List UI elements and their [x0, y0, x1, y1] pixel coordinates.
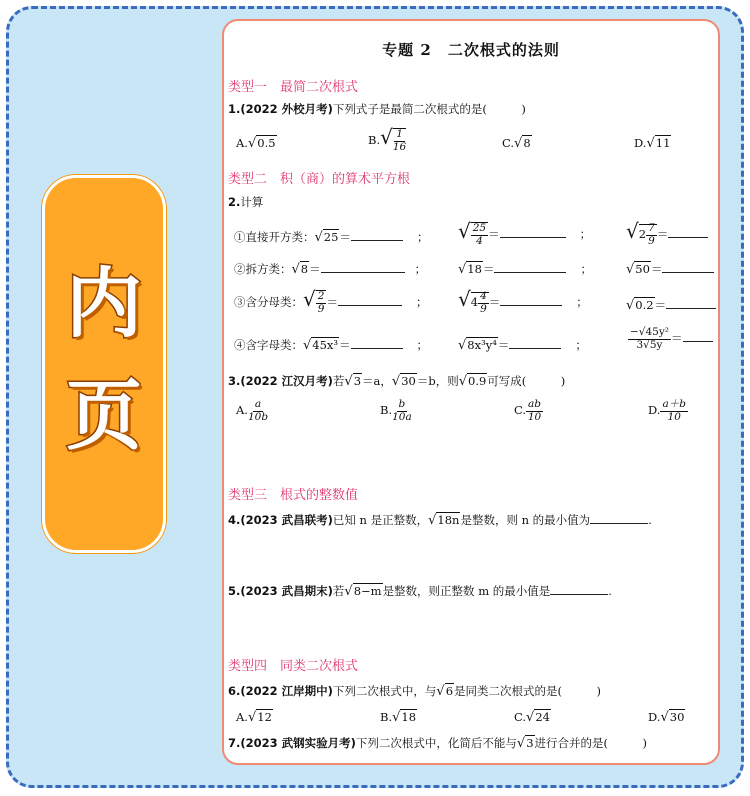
- question-text: 下列式子是最简二次根式的是( ): [332, 102, 526, 116]
- q1-option-a: A.√0.5: [236, 136, 276, 151]
- q3-option-b: B. $\frac{b}{10a}$: [380, 398, 412, 423]
- question-number: 1.: [228, 102, 241, 116]
- question-2: 2.计算: [228, 195, 264, 209]
- section-heading-3: 类型三 根式的整数值: [228, 488, 359, 503]
- question-5: 5.(2023 武昌期末)若√8−m是整数，则正整数 m 的最小值是 .: [228, 584, 612, 599]
- question-7: 7.(2023 武钢实验月考)下列二次根式中，化简后不能与√3进行合并的是( ): [228, 736, 648, 751]
- q2-row-2-a: ②拆方类：√8＝ ；: [234, 262, 427, 277]
- q1-option-b: B.√ $\frac{1}{16}$: [368, 125, 407, 153]
- q2-row-1-b: √ $\frac{25}{4}$ ＝ ；: [458, 219, 592, 247]
- question-3: 3.(2022 江汉月考)若√3＝a，√30＝b，则√0.9可写成( ): [228, 374, 566, 389]
- worksheet-page: [222, 19, 720, 765]
- q2-row-3-c: √0.2＝: [626, 297, 716, 313]
- q2-row-2-b: √18＝ ；: [458, 262, 592, 277]
- q2-row-4-c: $\frac{\text{−√45y²}}{3√5y}$ ＝: [628, 327, 713, 351]
- q2-row-4-b: √8x³y⁴＝ ；: [458, 338, 587, 353]
- q2-row-4-a: ④含字母类：√45x³＝ ；: [234, 338, 429, 353]
- q6-option-d: D.√30: [648, 710, 685, 725]
- side-tag-char-1: 内: [66, 259, 142, 348]
- q2-row-1-c: √2 $\frac{7}{9}$ ＝: [626, 219, 708, 247]
- q6-option-c: C.√24: [514, 710, 550, 725]
- q3-option-a: A. $\frac{a}{10b}$: [236, 398, 269, 423]
- q3-option-c: C. $\frac{ab}{10}$: [514, 398, 542, 423]
- q6-option-b: B.√18: [380, 710, 417, 725]
- section-heading-1: 类型一 最简二次根式: [228, 80, 359, 95]
- q2-row-3-a: ③含分母类：√ $\frac{2}{9}$ ＝ ；: [234, 287, 428, 315]
- q1-option-d: D.√11: [634, 136, 671, 151]
- q2-row-2-c: √50＝: [626, 261, 714, 277]
- section-heading-4: 类型四 同类二次根式: [228, 659, 359, 674]
- q1-option-c: C.√8: [502, 136, 531, 151]
- section-heading-2: 类型二 积（商）的算术平方根: [228, 172, 411, 187]
- q6-option-a: A.√12: [236, 710, 272, 725]
- side-tag-char-2: 页: [66, 371, 142, 460]
- q2-row-1-a: ①直接开方类：√25＝ ；: [234, 230, 429, 245]
- question-source: (2022 外校月考): [240, 102, 333, 116]
- page-title: 专题 2 二次根式的法则: [382, 41, 560, 59]
- question-6: 6.(2022 江岸期中)下列二次根式中，与√6是同类二次根式的是( ): [228, 684, 602, 699]
- q3-option-d: D. $\frac{a+b}{10}$: [648, 398, 686, 423]
- q2-row-3-b: √4 $\frac{4}{9}$ ＝ ；: [458, 287, 588, 315]
- side-tag: [42, 175, 166, 553]
- question-4: 4.(2023 武昌联考)已知 n 是正整数，√18n是整数，则 n 的最小值为 .: [228, 513, 652, 528]
- question-1: [228, 101, 526, 117]
